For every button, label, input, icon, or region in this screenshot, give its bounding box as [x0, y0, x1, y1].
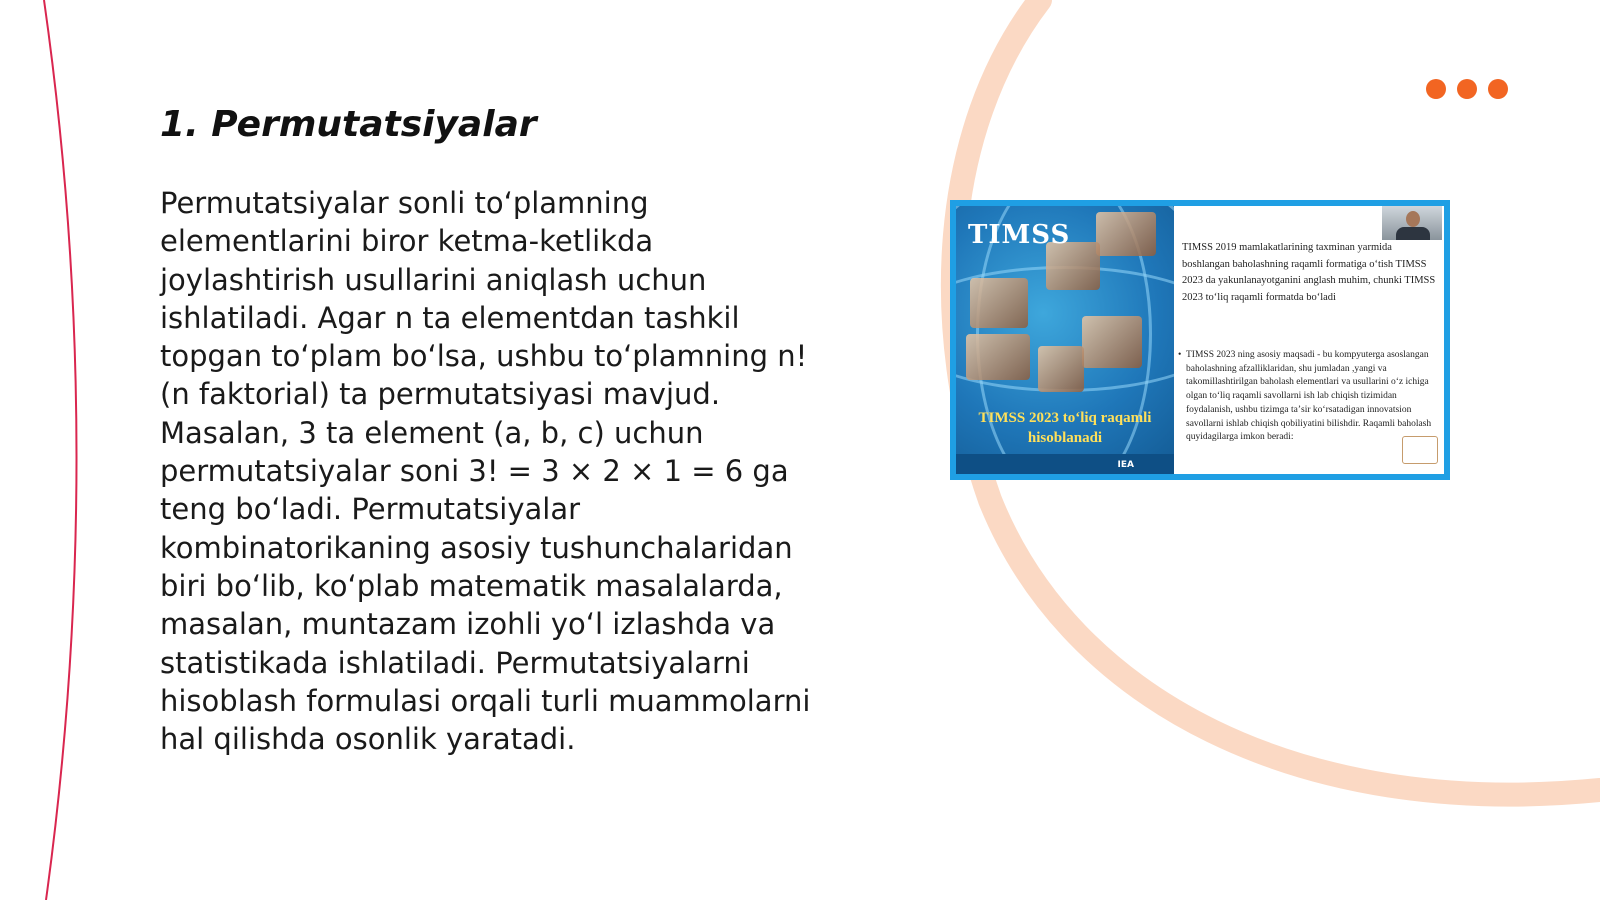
dot-1: [1426, 79, 1446, 99]
presenter-head: [1406, 211, 1420, 227]
timss-cover: [956, 206, 1174, 474]
thumb-caption: TIMSS 2023 toʻliq raqamli hisoblanadi: [978, 410, 1152, 446]
thumb-paragraph-2: • TIMSS 2023 ning asosiy maqsadi - bu kompyuterga asoslangan baholashning afzalliklaridan, shu jumladan ,yangi va takomillashtirilgan baholash elementlari va usullarini oʻz ichiga olgan toʻliq raqamli savollarni ish lab chiqish tizimidan foydalanish, ushbu tizimga taʼsir koʻrsatadigan innovatsion savollarni ishlab chiqish qobiliyatini bilishdir. Raqamli baholash quyidagilarga imkon beradi:: [1186, 349, 1438, 445]
stamp-icon: [1402, 436, 1438, 464]
student-photo: [970, 278, 1028, 328]
student-photo: [1082, 316, 1142, 368]
left-decorative-line: [44, 0, 77, 900]
timss-logo: TIMSS: [968, 220, 1071, 250]
iea-strip: [956, 454, 1174, 474]
dot-2: [1457, 79, 1477, 99]
student-photo: [1038, 346, 1084, 392]
student-photo: [966, 334, 1030, 380]
thumb-paragraph-1: TIMSS 2019 mamlakatlarining taxminan yarmida boshlangan baholashning raqamli formatiga oʻtish TIMSS 2023 da yakunlanayotganini anglash muhim, chunki TIMSS 2023 toʻliq raqamli formatda boʻladi: [1182, 242, 1436, 303]
slide-title: 1. Permutatsiyalar: [160, 104, 537, 145]
thumb-text-panel: [1174, 206, 1444, 474]
presenter-video: [1382, 206, 1442, 240]
embedded-slide-image: [950, 200, 1450, 480]
menu-dots[interactable]: [1426, 79, 1508, 99]
dot-3: [1488, 79, 1508, 99]
presenter-body: [1396, 227, 1430, 240]
iea-logo: IEA: [1117, 460, 1134, 470]
student-photo: [1096, 212, 1156, 256]
slide-body-text: Permutatsiyalar sonli toʻplamning elementlarini biror ketma-ketlikda joylashtirish usullarini aniqlash uchun ishlatiladi. Agar n ta elementdan tashkil topgan toʻplam boʻlsa, ushbu toʻplamning n! (n faktorial) ta permutatsiyasi mavjud. Masalan, 3 ta element (a, b, c) uchun permutatsiyalar soni 3! = 3 × 2 × 1 = 6 ga teng boʻladi. Permutatsiyalar kombinatorikaning asosiy tushunchalaridan biri boʻlib, koʻplab matematik masalalarda, masalan, muntazam izohli yoʻl izlashda va statistikada ishlatiladi. Permutatsiyalarni hisoblash formulasi orqali turli muammolarni hal qilishda osonlik yaratadi.: [160, 186, 811, 757]
